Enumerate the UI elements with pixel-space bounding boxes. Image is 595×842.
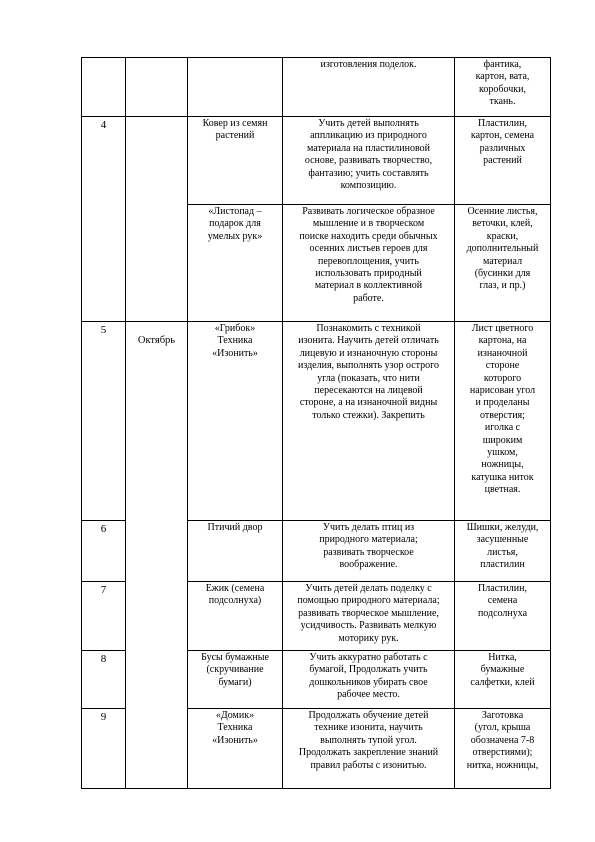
goal-cell: Познакомить с техникой изонита. Научить детей отличать лицевую и изнаночную стороны изделия, выполнять узор острого угла (показать, что нити пересекаются на лицевой стороне, а на изнаночной видны только стежки). Закрепить xyxy=(283,322,455,521)
row-number-cell: 7 xyxy=(82,582,126,651)
row-number-cell: 8 xyxy=(82,651,126,709)
materials-cell: Пластилин, картон, семена различных растений xyxy=(455,117,551,205)
topic-cell: Бусы бумажные (скручивание бумаги) xyxy=(188,651,283,709)
row-number-cell: 4 xyxy=(82,117,126,322)
month-cell xyxy=(126,117,188,322)
lesson-plan-table xyxy=(81,57,551,789)
row-number-cell: 6 xyxy=(82,521,126,582)
materials-cell: Осенние листья, веточки, клей, краски, дополнительный материал (бусинки для глаз, и пр.) xyxy=(455,205,551,322)
goal-cell: Развивать логическое образное мышление и в творческом поиске находить среди обычных осенних листьев героев для перевоплощения, учить использовать природный материал в коллективной работе. xyxy=(283,205,455,322)
row-number-cell: 5 xyxy=(82,322,126,521)
topic-cell: «Листопад – подарок для умелых рук» xyxy=(188,205,283,322)
goal-cell: Учить аккуратно работать с бумагой, Продолжать учить дошкольников убирать свое рабочее место. xyxy=(283,651,455,709)
topic-cell: «Грибок» Техника «Изонить» xyxy=(188,322,283,521)
goal-cell: Учить детей выполнять аппликацию из природного материала на пластилиновой основе, развивать творчество, фантазию; учить составлять композицию. xyxy=(283,117,455,205)
table-row xyxy=(82,322,551,521)
row-number-cell xyxy=(82,58,126,117)
materials-cell: фантика, картон, вата, коробочки, ткань. xyxy=(455,58,551,117)
topic-cell: Птичий двор xyxy=(188,521,283,582)
goal-cell: Учить детей делать поделку с помощью природного материала; развивать творческое мышление, усидчивость. Развивать мелкую моторику рук. xyxy=(283,582,455,651)
goal-cell: Продолжать обучение детей технике изонита, научить выполнять тупой угол. Продолжать закрепление знаний правил работы с изонитью. xyxy=(283,709,455,789)
table-row xyxy=(82,58,551,117)
month-cell xyxy=(126,58,188,117)
materials-cell: Лист цветного картона, на изнаночной стороне которого нарисован угол и проделаны отверстия; иголка с широким ушком, ножницы, катушка ниток цветная. xyxy=(455,322,551,521)
materials-cell: Пластилин, семена подсолнуха xyxy=(455,582,551,651)
goal-cell: Учить делать птиц из природного материала; развивать творческое воображение. xyxy=(283,521,455,582)
topic-cell: Ежик (семена подсолнуха) xyxy=(188,582,283,651)
materials-cell: Нитка, бумажные салфетки, клей xyxy=(455,651,551,709)
topic-cell xyxy=(188,58,283,117)
topic-cell: Ковер из семян растений xyxy=(188,117,283,205)
month-cell: Октябрь xyxy=(126,322,188,789)
materials-cell: Заготовка (угол, крыша обозначена 7-8 отверстиями); нитка, ножницы, xyxy=(455,709,551,789)
table-row xyxy=(82,117,551,205)
row-number-cell: 9 xyxy=(82,709,126,789)
topic-cell: «Домик» Техника «Изонить» xyxy=(188,709,283,789)
materials-cell: Шишки, желуди, засушенные листья, пластилин xyxy=(455,521,551,582)
goal-cell: изготовления поделок. xyxy=(283,58,455,117)
